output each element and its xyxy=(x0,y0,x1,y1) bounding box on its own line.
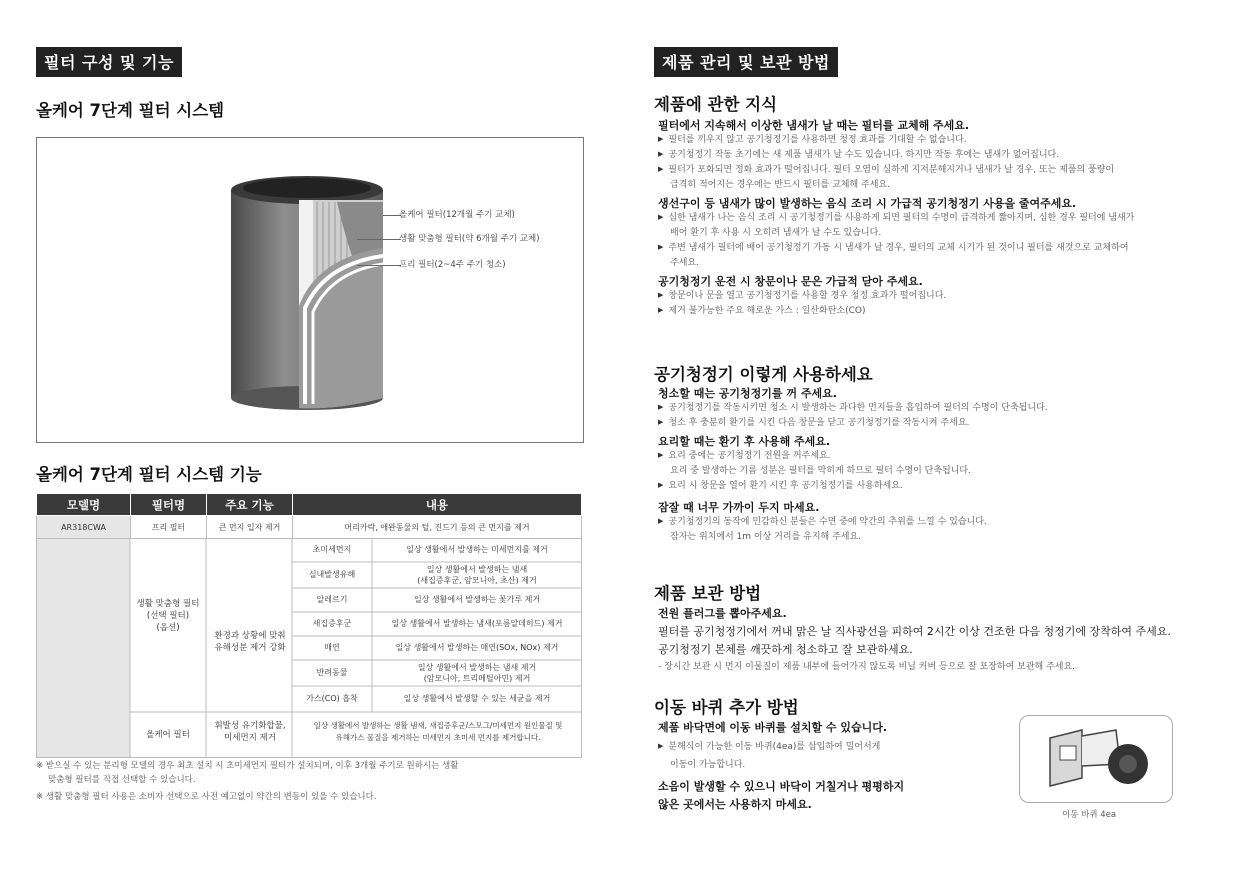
row-content: 일상 생활에서 발생하는 매연(SOx, NOx) 제거 xyxy=(395,643,559,652)
caster-illustration-box xyxy=(1019,715,1173,803)
row-content: 일상 생활에서 발생하는 미세먼지를 제거 xyxy=(406,545,548,554)
knowledge-item: ▶ 주변 냄새가 필터에 배어 공기청정기 가동 시 냄새가 날 경우, 필터의 교체 시기가 된 것이니 필터를 새것으로 교체하여 xyxy=(658,241,1228,256)
allcare-filter-content: 일상 생활에서 발생하는 생활 냄새, 새집증후군/스모그/미세먼지 원인물질 및 유해가스 물질을 제거하는 미세먼지 초미세 먼지를 제거합니다. xyxy=(313,721,563,742)
knowledge-item: ▶ 제거 불가능한 주요 해로운 가스 : 일산화탄소(CO) xyxy=(658,304,1228,319)
knowledge-section xyxy=(658,118,1228,319)
storage-line: 필터를 공기청정기에서 꺼내 맑은 날 직사광선을 피하여 2시간 이상 건조한 다음 청정기에 장착하여 주세요. xyxy=(658,625,1171,638)
caster-wheel-icon xyxy=(1020,716,1172,802)
usage-title: 공기청정기 이렇게 사용하세요 xyxy=(654,365,873,384)
knowledge-item: ▶ 심한 냄새가 나는 음식 조리 시 공기청정기를 사용하게 되면 필터의 수명이 급격하게 짧아지며, 심한 경우 필터에 냄새가 xyxy=(658,211,1228,226)
knowledge-heading: 공기청정기 운전 시 창문이나 문은 가급적 닫아 주세요. xyxy=(658,275,923,288)
usage-item: ▶ 청소 후 충분히 환기를 시킨 다음 창문을 닫고 공기청정기를 작동시켜 주세요. xyxy=(658,416,1228,431)
leader-line xyxy=(357,265,401,266)
section-label: 제품 관리 및 보관 방법 xyxy=(654,47,838,77)
usage-item: ▶ 요리 중에는 공기청정기 전원을 꺼주세요. xyxy=(658,449,1228,464)
footnote: ※ 받으실 수 있는 분리형 모델의 경우 최초 설치 시 초미세먼지 필터가 설치되며, 이후 3개월 주기로 원하시는 생활 xyxy=(36,761,459,771)
knowledge-item: ▶ 창문이나 문을 열고 공기청정기를 사용할 경우 청정 효과가 떨어집니다. xyxy=(658,289,1228,304)
knowledge-item: 주세요. xyxy=(670,258,699,268)
custom-filter-name: 생활 맞춤형 필터 (선택 필터) (옵션) xyxy=(136,599,200,633)
row-name: 초미세먼지 xyxy=(312,545,352,554)
usage-item: ▶ 공기청정기의 동작에 민감하신 분들은 수면 중에 약간의 추위를 느낄 수 있습니다. xyxy=(658,515,1228,530)
filter-figure xyxy=(36,137,584,443)
usage-heading: 잠잘 때 너무 가까이 두지 마세요. xyxy=(658,501,820,514)
caster-warning: 소음이 발생할 수 있으니 바닥이 거칠거나 평평하지 xyxy=(658,780,905,793)
filter-function: 큰 먼지 입자 제거 xyxy=(207,516,293,539)
row-name: 새집증후군 xyxy=(312,619,352,628)
row-content: 일상 생활에서 발생하는 꽃가루 제거 xyxy=(413,595,541,604)
header-model: 모델명 xyxy=(37,494,131,516)
section-label: 필터 구성 및 기능 xyxy=(36,47,182,77)
row-name: 반려동물 xyxy=(316,668,348,677)
header-filter: 필터명 xyxy=(131,494,207,516)
knowledge-item: 급격히 적어지는 경우에는 반드시 필터를 교체해 주세요. xyxy=(670,180,890,190)
leader-line xyxy=(357,239,401,240)
knowledge-item: ▶ 필터가 포화되면 정화 효과가 떨어집니다. 필터 오염이 심하게 지저분해지거나 냄새가 날 경우, 또는 제품의 풍량이 xyxy=(658,163,1228,178)
knowledge-item: ▶ 필터를 끼우지 않고 공기청정기를 사용하면 청정 효과를 기대할 수 없습니다. xyxy=(658,133,1228,148)
model-cell: AR318CWA xyxy=(37,516,131,539)
callout-pre: 프리 필터(2~4주 주기 청소) xyxy=(399,260,506,270)
storage-line: 전원 플러그를 뽑아주세요. xyxy=(658,607,787,620)
storage-line: - 장시간 보관 시 먼지 이물질이 제품 내부에 들어가지 않도록 비닐 커버 등으로 잘 포장하여 보관해 주세요. xyxy=(658,662,1076,672)
caster-item: 이동이 가능합니다. xyxy=(670,760,746,770)
row-name: 실내발생유해 xyxy=(308,570,356,579)
row-name: 가스(CO) 흡착 xyxy=(306,694,358,703)
left-page xyxy=(0,0,616,875)
filter-content: 머리카락, 애완동물의 털, 진드기 등의 큰 먼지를 제거 xyxy=(293,516,582,539)
storage-title: 제품 보관 방법 xyxy=(654,584,762,603)
allcare-filter-function: 휘발성 유기화합물, 미세먼지 제거 xyxy=(214,721,286,743)
system-title: 올케어 7단계 필터 시스템 xyxy=(36,101,225,120)
footnote: 맞춤형 필터를 직접 선택할 수 있습니다. xyxy=(48,775,196,785)
caster-heading: 제품 바닥면에 이동 바퀴를 설치할 수 있습니다. xyxy=(658,721,888,734)
caster-section xyxy=(658,720,998,812)
row-content: 일상 생활에서 발생하는 냄새 (새집증후군, 암모니아, 초산) 제거 xyxy=(417,565,537,585)
caster-warning: 않은 곳에서는 사용하지 마세요. xyxy=(658,798,812,811)
storage-section xyxy=(658,606,1228,675)
caster-item: ▶ 분해식이 가능한 이동 바퀴(4ea)를 삽입하여 밀어서게 xyxy=(658,740,998,755)
row-content: 일상 생활에서 발생하는 냄새 제거 (암모니아, 트리메틸아민) 제거 xyxy=(417,663,537,683)
callout-custom: 생활 맞춤형 필터(약 6개월 주기 교체) xyxy=(399,234,540,244)
filter-name: 프리 필터 xyxy=(131,516,207,539)
caster-caption: 이동 바퀴 4ea xyxy=(1062,810,1117,820)
knowledge-item: ▶ 공기청정기 작동 초기에는 새 제품 냄새가 날 수도 있습니다. 하지만 작동 후에는 냄새가 없어집니다. xyxy=(658,148,1228,163)
usage-item: ▶ 요리 시 창문을 열어 환기 시킨 후 공기청정기를 사용하세요. xyxy=(658,479,1228,494)
function-title: 올케어 7단계 필터 시스템 기능 xyxy=(36,465,262,484)
row-content: 일상 생활에서 발생할 수 있는 세균을 제거 xyxy=(403,694,551,703)
usage-section xyxy=(658,386,1228,545)
filter-spec-table xyxy=(36,493,582,539)
row-content: 일상 생활에서 발생하는 냄새(포름알데히드) 제거 xyxy=(391,619,563,628)
usage-heading: 청소할 때는 공기청정기를 꺼 주세요. xyxy=(658,387,837,400)
knowledge-title: 제품에 관한 지식 xyxy=(654,95,778,114)
callout-allcare: 올케어 필터(12개월 주기 교체) xyxy=(399,210,515,220)
header-function: 주요 기능 xyxy=(207,494,293,516)
storage-line: 공기청정기 본체를 깨끗하게 청소하고 잘 보관하세요. xyxy=(658,643,913,656)
usage-item: ▶ 공기청정기를 작동시키면 청소 시 발생하는 과다한 먼지들을 흡입하여 필터의 수명이 단축됩니다. xyxy=(658,401,1228,416)
caster-title: 이동 바퀴 추가 방법 xyxy=(654,698,799,717)
custom-filter-function: 환경과 상황에 맞춰 유해성분 제거 강화 xyxy=(214,631,286,653)
usage-item: 요리 중 발생하는 기름 성분은 필터를 막히게 하므로 필터 수명이 단축됩니다. xyxy=(670,466,971,476)
footnote: ※ 생활 맞춤형 필터 사용은 소비자 선택으로 사전 예고없이 약간의 변동이 있을 수 있습니다. xyxy=(36,792,377,802)
usage-item: 잠자는 위치에서 1m 이상 거리를 유지해 주세요. xyxy=(670,532,862,542)
knowledge-item: 배어 환기 후 사용 시 오히려 냄새가 날 수도 있습니다. xyxy=(670,228,882,238)
allcare-filter-name: 올케어 필터 xyxy=(146,730,190,740)
row-name: 매연 xyxy=(324,643,340,652)
usage-heading: 요리할 때는 환기 후 사용해 주세요. xyxy=(658,435,831,448)
air-purifier-filter-illustration xyxy=(37,138,583,442)
row-name: 알레르기 xyxy=(316,595,348,604)
knowledge-heading: 생선구이 등 냄새가 많이 발생하는 음식 조리 시 가급적 공기청정기 사용을 줄여주세요. xyxy=(658,197,1077,210)
header-content: 내용 xyxy=(293,494,582,516)
knowledge-heading: 필터에서 지속해서 이상한 냄새가 날 때는 필터를 교체해 주세요. xyxy=(658,119,970,132)
